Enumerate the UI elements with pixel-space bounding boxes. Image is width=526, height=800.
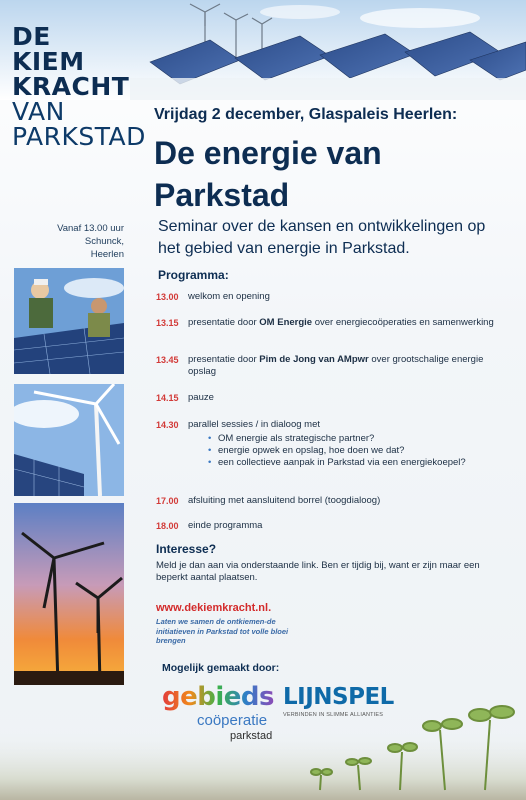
- event-date-location: Vrijdag 2 december, Glaspaleis Heerlen:: [154, 106, 458, 123]
- session-item: • energie opwek en opslag, hoe doen we dat?: [208, 445, 508, 457]
- program-time: 14.15: [156, 393, 179, 403]
- interesse-text: Meld je dan aan via onderstaande link. Ben er tijdig bij, want er zijn maar een beperkt aantal plaatsen.: [156, 560, 480, 583]
- program-text: presentatie door OM Energie over energiecoöperaties en samenwerking: [188, 317, 494, 328]
- programma-heading: Programma:: [158, 268, 229, 282]
- logo-line-1: DE: [12, 22, 51, 51]
- lijnspel-logo: LIJNSPEL: [283, 684, 394, 710]
- cooperatie-label: coöperatie: [197, 712, 268, 729]
- city: Heerlen: [90, 249, 124, 260]
- program-time: 17.00: [156, 496, 179, 506]
- parkstad-label: parkstad: [230, 730, 273, 742]
- session-item: • een collectieve aanpak in Parkstad via een energiekoepel?: [208, 457, 508, 469]
- logo-line-4: VAN: [12, 97, 65, 126]
- program-time: 13.45: [156, 355, 179, 365]
- program-text: presentatie door Pim de Jong van AMpwr over grootschalige energie opslag: [188, 354, 484, 377]
- interesse-heading: Interesse?: [156, 542, 217, 556]
- program-time: 18.00: [156, 521, 179, 531]
- program-time: 13.15: [156, 318, 179, 328]
- venue: Schunck,: [84, 236, 124, 247]
- tagline: Laten we samen de ontkiemen-de initiatieven in Parkstad tot volle bloei brengen: [156, 617, 289, 645]
- speaker-name: OM Energie: [259, 317, 313, 328]
- start-time: Vanaf 13.00 uur: [57, 223, 124, 234]
- solar-workers-photo: [14, 268, 124, 374]
- made-possible-by-heading: Mogelijk gemaakt door:: [162, 662, 280, 674]
- program-text: afsluiting met aansluitend borrel (toogdialoog): [188, 495, 381, 506]
- event-title: De energie van Parkstad: [154, 135, 382, 213]
- speaker-name: Pim de Jong van AMpwr: [259, 354, 369, 365]
- program-time: 14.30: [156, 420, 179, 430]
- lijnspel-tagline: VERBINDEN IN SLIMME ALLIANTIES: [283, 712, 384, 718]
- program-text: pauze: [188, 392, 214, 403]
- program-time: 13.00: [156, 292, 179, 302]
- program-text: welkom en opening: [188, 291, 270, 302]
- sunset-turbines-photo: [14, 503, 124, 685]
- gebieds-wordmark: gebieds: [162, 682, 274, 712]
- gebieds-logo: [162, 682, 274, 712]
- logo-line-2: KIEM: [12, 47, 85, 76]
- session-item: • OM energie als strategische partner?: [208, 433, 508, 445]
- logo-line-5: PARKSTAD: [12, 122, 146, 151]
- program-text: einde programma: [188, 520, 263, 531]
- seminar-description: Seminar over de kansen en ontwikkelingen op het gebied van energie in Parkstad.: [158, 218, 486, 257]
- time-location: [20, 222, 124, 261]
- logo-line-3: KRACHT: [12, 72, 130, 101]
- program-text: parallel sessies / in dialoog met • OM energie als strategische partner? • energie opwek en opslag, hoe doen we dat? • een collectieve aanpak in Parkstad via een energiekoepel?: [188, 419, 508, 469]
- registration-link[interactable]: www.dekiemkracht.nl.: [156, 602, 272, 614]
- wind-turbine-photo: [14, 384, 124, 496]
- kiemkracht-logo: [12, 24, 146, 149]
- session-list: [208, 433, 508, 469]
